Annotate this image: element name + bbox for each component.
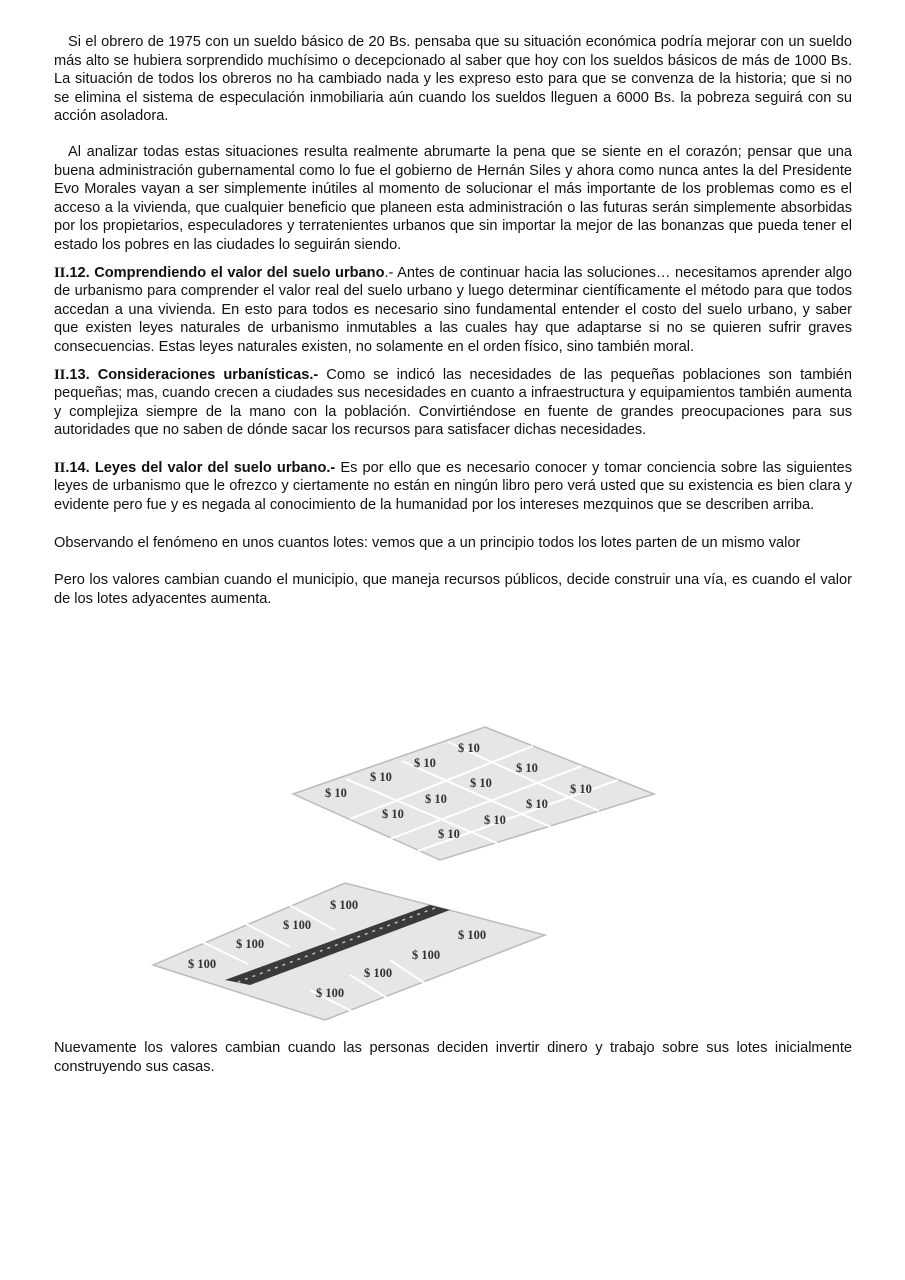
section-2-14	[54, 459, 852, 515]
section-title: .14. Leyes del valor del suelo urbano.-	[65, 459, 336, 476]
figure-lots-road	[150, 880, 550, 1025]
lot-value-label: $ 100	[412, 948, 441, 962]
paragraph-nuevamente: Nuevamente los valores cambian cuando las personas deciden invertir dinero y trabajo sobre sus lotes inicialmente construyendo sus casas.	[54, 1040, 852, 1075]
section-title: .13. Consideraciones urbanísticas.-	[65, 366, 319, 383]
lot-value-label: $ 10	[516, 761, 538, 775]
lot-value-label: $ 10	[484, 813, 506, 827]
lot-value-label: $ 10	[382, 807, 404, 821]
lot-value-label: $ 10	[325, 786, 347, 800]
lots-road-svg	[150, 880, 550, 1025]
lot-value-label: $ 10	[570, 782, 592, 796]
lot-value-label: $ 100	[364, 966, 393, 980]
lot-value-label: $ 10	[458, 741, 480, 755]
paragraph-sueldo-obrero: Si el obrero de 1975 con un sueldo básico de 20 Bs. pensaba que su situación económica podría mejorar con un sueldo más alto se hubiera sorprendido muchísimo o decepcionado al saber que hoy con los sueldos básicos de más de 1000 Bs. La situación de todos los obreros no ha cambiado nada y les expreso esto para que se convenza de la historia; que si no se elimina el sistema de especulación inmobiliaria aún cuando los sueldos lleguen a 6000 Bs. la pobreza seguirá con su acción asoladora.	[54, 34, 852, 125]
lot-value-label: $ 10	[414, 756, 436, 770]
document-page-bottom	[54, 1039, 852, 1076]
paragraph-analisis: Al analizar todas estas situaciones resulta realmente abrumarte la pena que se siente en el corazón; pensar que una buena administración gubernamental como lo fue el gobierno de Hernán Siles y ahora como nunca antes la del Presidente Evo Morales vayan a ser simplemente inútiles al momento de solucionar el más importante de los problemas como es el acceso a la vivienda, que cualquier beneficio que planeen esta administración o las futuras serán simplemente absorbidas por los propietarios, especuladores y terratenientes urbanos que sin importar la mejor de las bonanzas que pueda tener el estado los pobres en las ciudades lo seguirán siendo.	[54, 143, 852, 253]
lots-grid-svg	[290, 724, 660, 864]
section-2-12	[54, 264, 852, 357]
section-body: .- Antes de continuar hacia las soluciones… necesitamos aprender algo de urbanismo para comprender el valor real del suelo urbano y luego determinar científicamente el método para que todos accedan a una vivienda. En esto para todos es necesario sino fundamental entender el costo del suelo urbano, y saber que existen leyes naturales de urbanismo inmutables a las cuales hay que adaptarse si no se quieren sufrir graves consecuencias. Estas leyes naturales existen, no solamente en el orden físico, sino también moral.	[54, 264, 852, 355]
lot-value-label: $ 10	[425, 792, 447, 806]
section-number: II	[54, 366, 66, 383]
paragraph-observando: Observando el fenómeno en unos cuantos lotes: vemos que a un principio todos los lotes parten de un mismo valor	[54, 534, 801, 551]
section-number: II	[54, 264, 66, 281]
figure-lots-initial	[290, 724, 660, 864]
lot-value-label: $ 10	[526, 797, 548, 811]
section-number: II	[54, 459, 66, 476]
lot-value-label: $ 100	[330, 898, 359, 912]
section-2-13	[54, 366, 852, 440]
lot-value-label: $ 10	[370, 770, 392, 784]
lot-value-label: $ 10	[470, 776, 492, 790]
paragraph-pero: Pero los valores cambian cuando el municipio, que maneja recursos públicos, decide construir una vía, es cuando el valor de los lotes adyacentes aumenta.	[54, 572, 852, 607]
lot-value-label: $ 100	[316, 986, 345, 1000]
lot-value-label: $ 100	[458, 928, 487, 942]
lot-value-label: $ 10	[438, 827, 460, 841]
section-body: Como se indicó las necesidades de las pequeñas poblaciones son también pequeñas; mas, cuando crecen a ciudades sus necesidades en cuanto a infraestructura y equipamientos también aumenta y complejiza siempre de la mano con la población. Convirtiéndose en fuente de grandes preocupaciones para sus autoridades que no saben de dónde sacar los recursos para satisfacer dichas necesidades.	[54, 366, 852, 439]
lot-value-label: $ 100	[188, 957, 217, 971]
section-title: .12. Comprendiendo el valor del suelo urbano	[65, 264, 385, 281]
document-page	[54, 33, 852, 608]
lot-value-label: $ 100	[283, 918, 312, 932]
section-body: Es por ello que es necesario conocer y tomar conciencia sobre las siguientes leyes de urbanismo que le ofrezco y ciertamente no están en ningún libro pero verá usted que su existencia es bien clara y evidente pero fue y es negada al conocimiento de la humanidad por los intereses mezquinos que se describen arriba.	[54, 459, 852, 514]
lot-value-label: $ 100	[236, 937, 265, 951]
